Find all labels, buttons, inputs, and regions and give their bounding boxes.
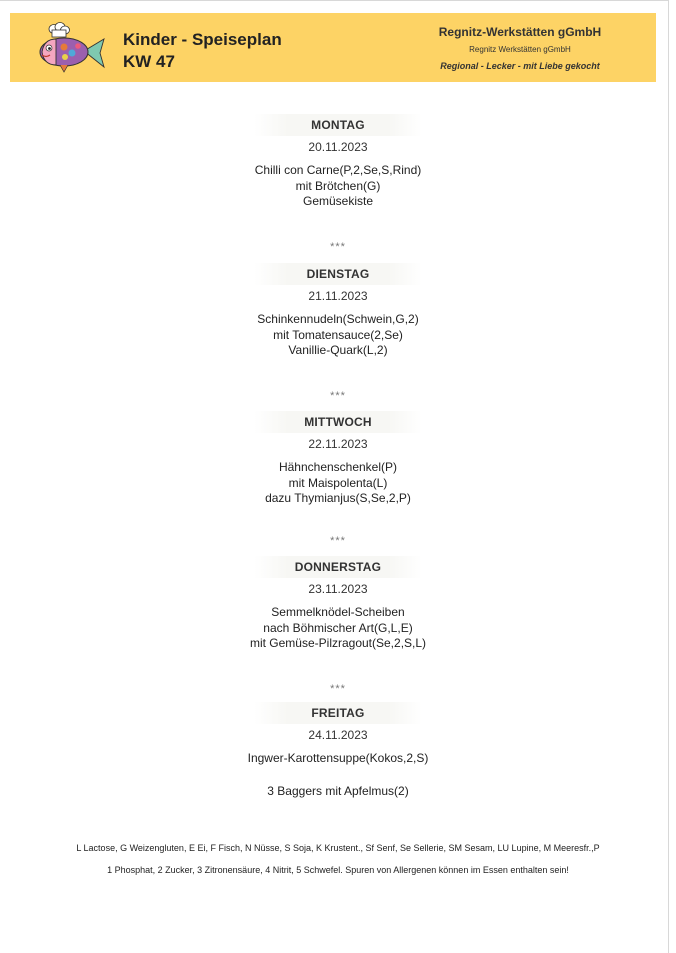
meal-line: Gemüsekiste <box>302 194 374 208</box>
meal-line: Ingwer-Karottensuppe(Kokos,2,S) <box>247 751 429 765</box>
day-block-thursday <box>0 556 676 652</box>
day-block-monday <box>0 114 676 210</box>
day-name-box <box>254 556 422 578</box>
meal <box>0 605 676 652</box>
day-date: 21.11.2023 <box>308 289 368 303</box>
meal-line: mit Gemüse-Pilzragout(Se,2,S,L) <box>249 636 427 650</box>
meal-line: nach Böhmischer Art(G,L,E) <box>263 620 413 635</box>
meal <box>0 163 676 210</box>
day-name-box <box>254 702 422 724</box>
title-line: Kinder - Speiseplan <box>123 30 282 49</box>
meal <box>0 751 676 767</box>
fish-chef-icon <box>34 21 106 73</box>
page-edge <box>0 0 668 1</box>
meal <box>0 460 676 507</box>
additive-legend: 1 Phosphat, 2 Zucker, 3 Zitronensäure, 4 Nitrit, 5 Schwefel. Spuren von Allergenen können im Essen enthalten sein! <box>107 865 569 875</box>
day-name: MITTWOCH <box>304 415 372 429</box>
dessert-line: 3 Baggers mit Apfelmus(2) <box>267 783 409 798</box>
separator: *** <box>330 535 346 547</box>
day-date: 20.11.2023 <box>308 140 368 154</box>
day-name: DIENSTAG <box>306 267 370 281</box>
meal-line: Chilli con Carne(P,2,Se,S,Rind) <box>254 163 422 177</box>
header-banner <box>10 13 656 82</box>
day-date: 22.11.2023 <box>308 437 368 451</box>
day-date: 23.11.2023 <box>308 582 368 596</box>
week-label: KW 47 <box>123 52 175 71</box>
day-date: 24.11.2023 <box>308 728 368 742</box>
company-subtitle: Regnitz Werkstätten gGmbH <box>469 45 571 54</box>
meal-line: mit Brötchen(G) <box>295 178 381 193</box>
separator: *** <box>330 241 346 253</box>
day-name-box <box>254 263 422 285</box>
meal <box>0 312 676 359</box>
meal-line: mit Maispolenta(L) <box>288 475 388 490</box>
meal-line: Vanillie-Quark(L,2) <box>288 343 388 357</box>
meal-line: mit Tomatensauce(2,Se) <box>273 327 403 342</box>
meal-line: Schinkennudeln(Schwein,G,2) <box>257 312 419 326</box>
day-block-wednesday <box>0 411 676 507</box>
day-name: FREITAG <box>311 706 365 720</box>
meal-line: Semmelknödel-Scheiben <box>271 605 405 619</box>
company-name: Regnitz-Werkstätten gGmbH <box>438 25 602 39</box>
day-name-box <box>254 411 422 433</box>
separator: *** <box>330 683 346 695</box>
day-name-box <box>254 114 422 136</box>
day-block-friday <box>0 702 676 799</box>
day-name: DONNERSTAG <box>294 560 382 574</box>
meal-line: dazu Thymianjus(S,Se,2,P) <box>265 491 411 505</box>
company-slogan: Regional - Lecker - mit Liebe gekocht <box>440 61 600 71</box>
company-block <box>410 24 630 73</box>
allergen-legend: L Lactose, G Weizengluten, E Ei, F Fisch, N Nüsse, S Soja, K Krustent., Sf Senf, Se Sellerie, SM Sesam, LU Lupine, M Meeresfr.,P <box>76 843 600 853</box>
meal-line: Hähnchenschenkel(P) <box>278 460 398 474</box>
separator: *** <box>330 390 346 402</box>
day-name: MONTAG <box>311 118 365 132</box>
day-block-tuesday <box>0 263 676 359</box>
page-title <box>123 29 282 73</box>
